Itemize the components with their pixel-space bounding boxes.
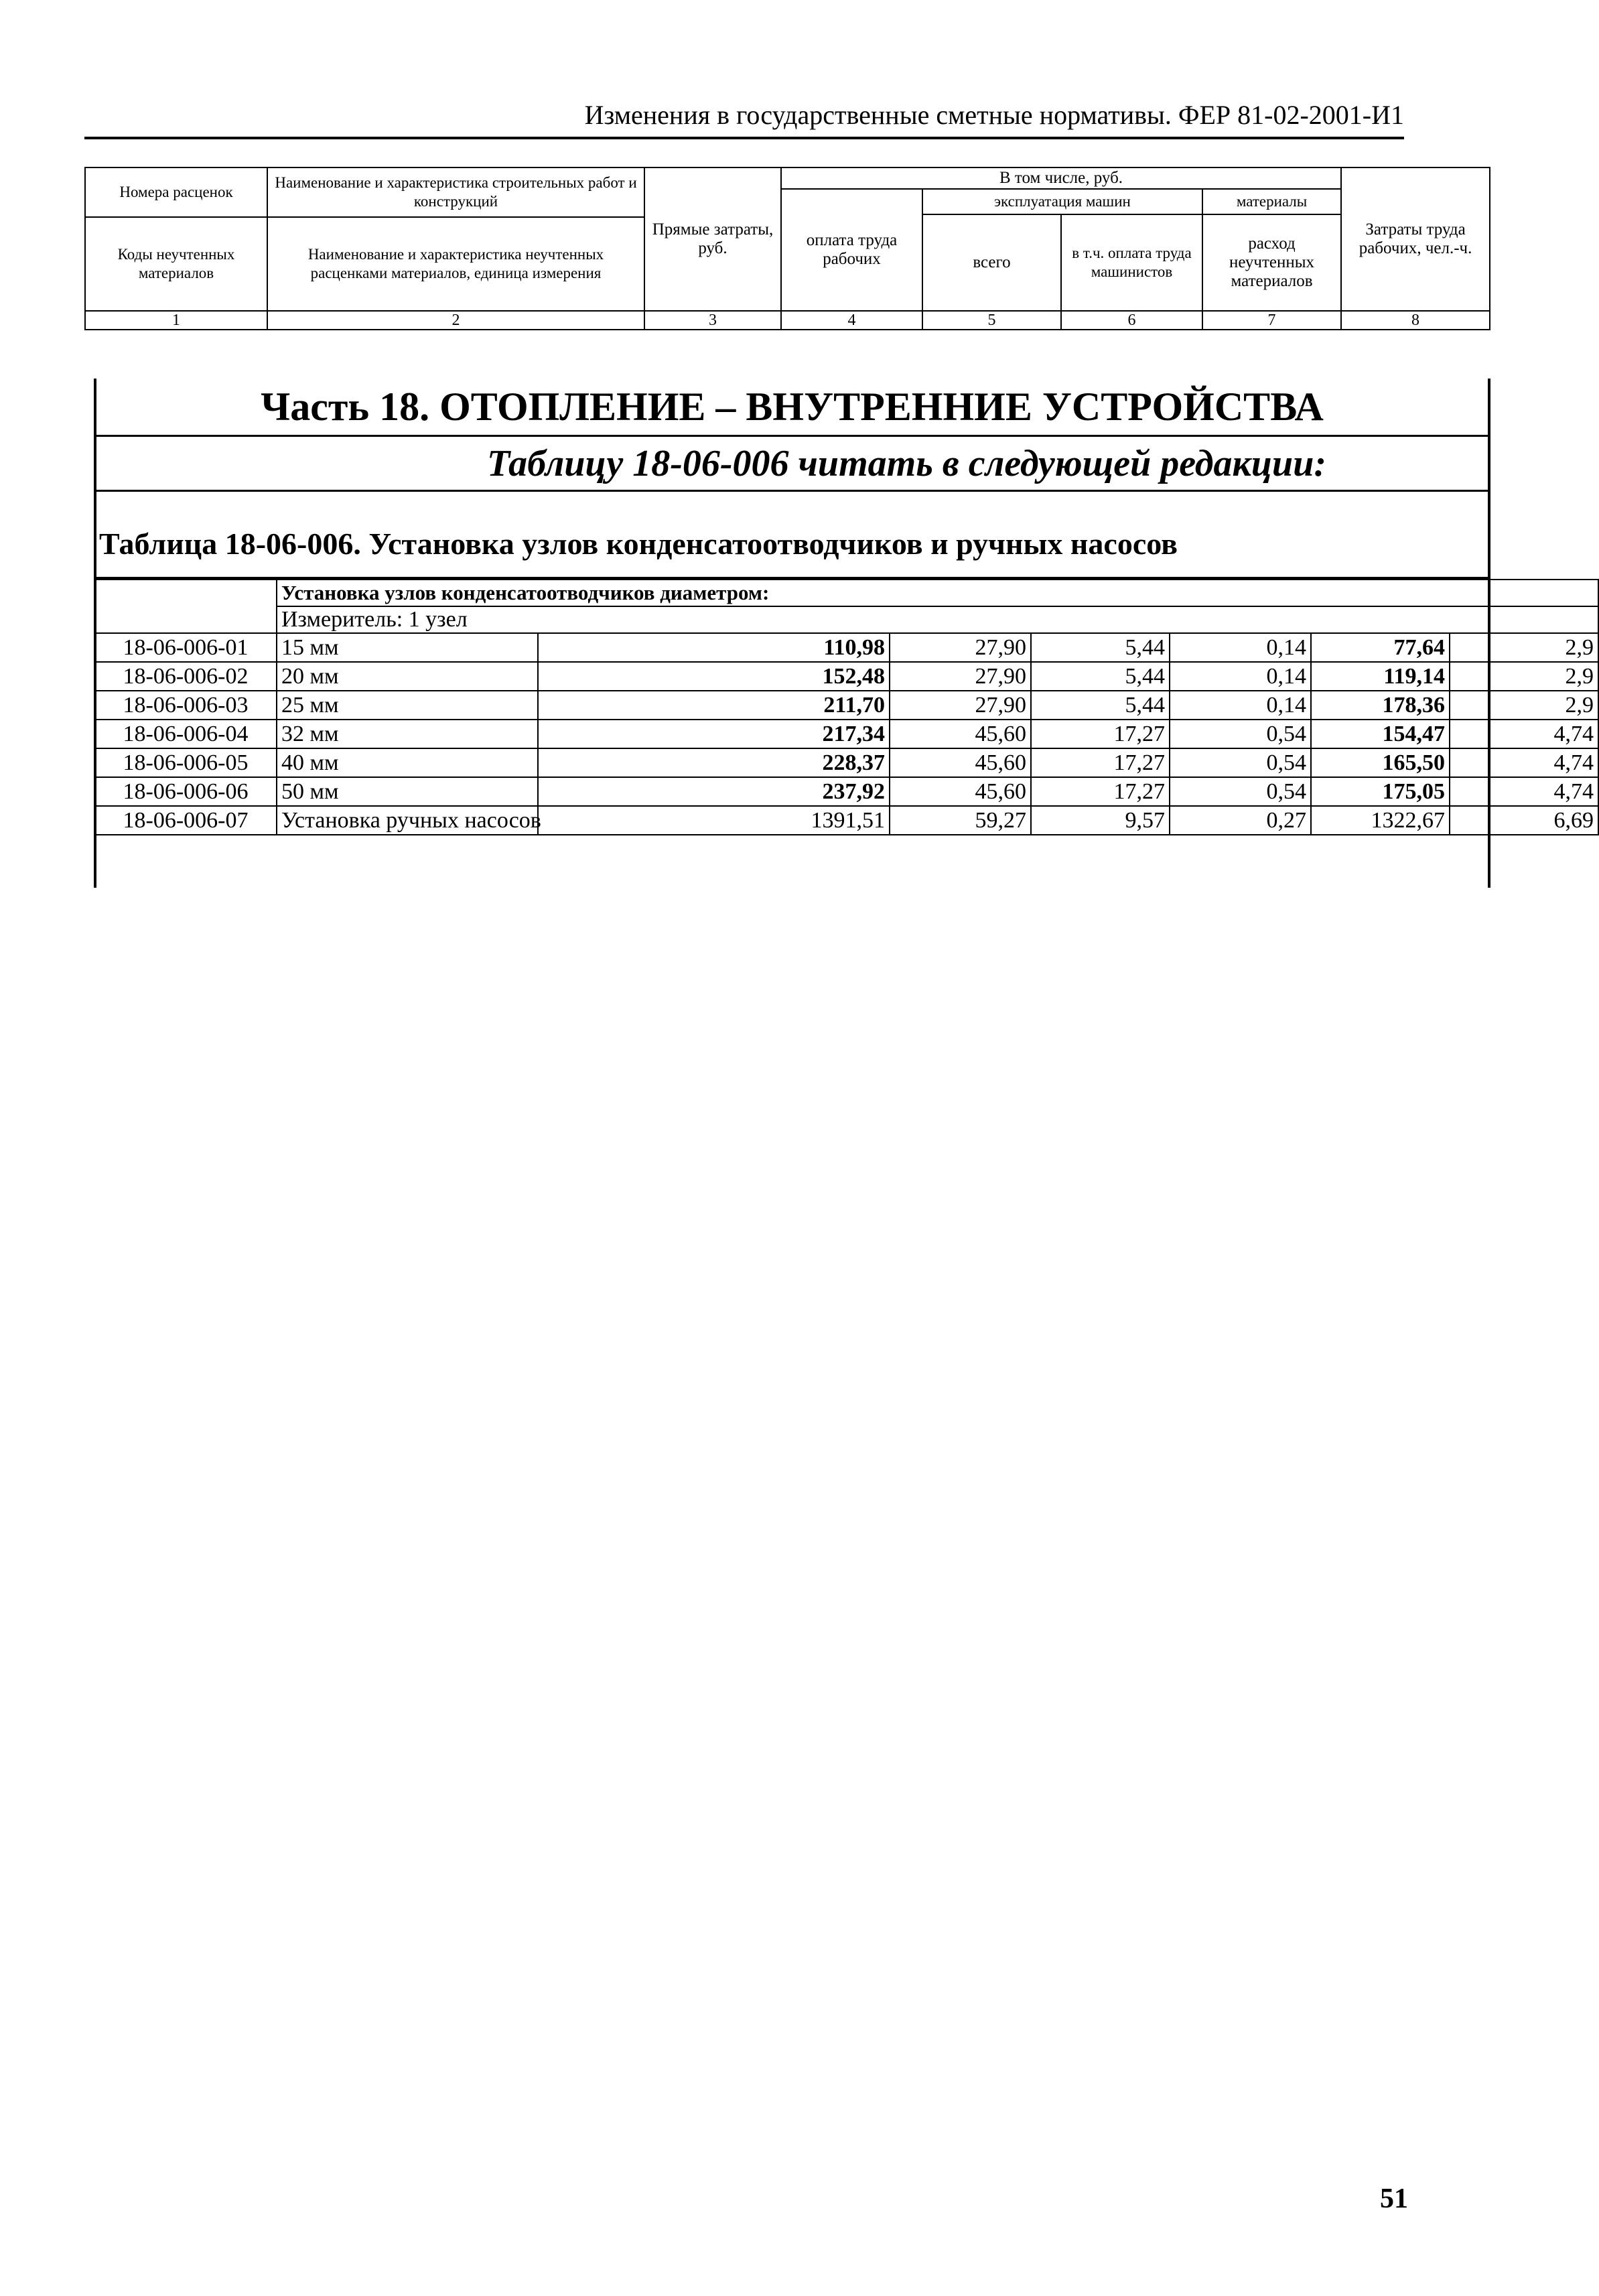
direct-costs: 152,48 xyxy=(538,662,890,691)
labor-hours: 2,9 xyxy=(1450,691,1598,720)
edit-instruction: Таблицу 18-06-006 читать в следующей редакции: xyxy=(94,437,1490,492)
direct-costs: 1391,51 xyxy=(538,806,890,835)
header-materials-group: материалы xyxy=(1202,189,1341,214)
column-number: 3 xyxy=(644,311,781,330)
direct-costs: 237,92 xyxy=(538,777,890,806)
machines-total: 17,27 xyxy=(1031,748,1170,777)
worker-wages: 27,90 xyxy=(890,633,1031,662)
materials-cost: 119,14 xyxy=(1311,662,1450,691)
labor-hours: 4,74 xyxy=(1450,777,1598,806)
rate-code: 18-06-006-03 xyxy=(94,691,277,720)
labor-hours: 4,74 xyxy=(1450,720,1598,748)
table-row xyxy=(94,720,1598,748)
materials-cost: 1322,67 xyxy=(1311,806,1450,835)
rates-table xyxy=(94,579,1599,835)
page-number: 51 xyxy=(1380,2183,1408,2214)
header-name-bottom: Наименование и характеристика неучтенных расценками материалов, единица измерения xyxy=(267,217,644,311)
worker-wages: 45,60 xyxy=(890,777,1031,806)
direct-costs: 217,34 xyxy=(538,720,890,748)
column-number: 7 xyxy=(1202,311,1341,330)
labor-hours: 4,74 xyxy=(1450,748,1598,777)
worker-wages: 27,90 xyxy=(890,662,1031,691)
header-unaccounted-materials: расход неучтенных материалов xyxy=(1202,214,1341,311)
table-row xyxy=(94,662,1598,691)
materials-cost: 175,05 xyxy=(1311,777,1450,806)
operator-wages: 0,54 xyxy=(1170,777,1311,806)
header-operator-wages: в т.ч. оплата труда машинистов xyxy=(1061,214,1202,311)
column-number: 6 xyxy=(1061,311,1202,330)
machines-total: 9,57 xyxy=(1031,806,1170,835)
part-title: Часть 18. ОТОПЛЕНИЕ – ВНУТРЕННИЕ УСТРОЙСТВА xyxy=(94,379,1490,437)
operator-wages: 0,54 xyxy=(1170,720,1311,748)
column-number: 8 xyxy=(1341,311,1490,330)
column-header-table xyxy=(84,167,1490,330)
rate-name: 40 мм xyxy=(277,748,538,777)
rate-code: 18-06-006-06 xyxy=(94,777,277,806)
machines-total: 5,44 xyxy=(1031,662,1170,691)
running-header: Изменения в государственные сметные нормативы. ФЕР 81-02-2001-И1 xyxy=(84,99,1404,139)
header-direct-costs: Прямые затраты, руб. xyxy=(644,167,781,311)
labor-hours: 2,9 xyxy=(1450,633,1598,662)
operator-wages: 0,14 xyxy=(1170,633,1311,662)
machines-total: 17,27 xyxy=(1031,720,1170,748)
table-row xyxy=(94,806,1598,835)
header-code-bottom: Коды неучтенных материалов xyxy=(85,217,267,311)
operator-wages: 0,54 xyxy=(1170,748,1311,777)
worker-wages: 27,90 xyxy=(890,691,1031,720)
rate-name: Установка ручных насосов xyxy=(277,806,538,835)
group-heading: Установка узлов конденсатоотводчиков диаметром: xyxy=(277,580,1598,606)
rate-code: 18-06-006-05 xyxy=(94,748,277,777)
materials-cost: 178,36 xyxy=(1311,691,1450,720)
operator-wages: 0,14 xyxy=(1170,662,1311,691)
worker-wages: 59,27 xyxy=(890,806,1031,835)
machines-total: 17,27 xyxy=(1031,777,1170,806)
labor-hours: 2,9 xyxy=(1450,662,1598,691)
header-labor-hours: Затраты труда рабочих, чел.-ч. xyxy=(1341,167,1490,311)
column-number: 4 xyxy=(781,311,922,330)
rate-code: 18-06-006-01 xyxy=(94,633,277,662)
column-number: 1 xyxy=(85,311,267,330)
direct-costs: 110,98 xyxy=(538,633,890,662)
worker-wages: 45,60 xyxy=(890,748,1031,777)
rate-code: 18-06-006-04 xyxy=(94,720,277,748)
table-row xyxy=(94,633,1598,662)
rate-name: 25 мм xyxy=(277,691,538,720)
machines-total: 5,44 xyxy=(1031,691,1170,720)
header-code-top: Номера расценок xyxy=(85,167,267,217)
operator-wages: 0,27 xyxy=(1170,806,1311,835)
rate-code: 18-06-006-07 xyxy=(94,806,277,835)
measure-unit: Измеритель: 1 узел xyxy=(277,606,1598,633)
worker-wages: 45,60 xyxy=(890,720,1031,748)
table-row xyxy=(94,748,1598,777)
header-name-top: Наименование и характеристика строительных работ и конструкций xyxy=(267,167,644,217)
materials-cost: 154,47 xyxy=(1311,720,1450,748)
operator-wages: 0,14 xyxy=(1170,691,1311,720)
materials-cost: 165,50 xyxy=(1311,748,1450,777)
rate-name: 32 мм xyxy=(277,720,538,748)
rate-code: 18-06-006-02 xyxy=(94,662,277,691)
header-machines-group: эксплуатация машин xyxy=(922,189,1202,214)
materials-cost: 77,64 xyxy=(1311,633,1450,662)
machines-total: 5,44 xyxy=(1031,633,1170,662)
header-including: В том числе, руб. xyxy=(781,167,1341,189)
column-number: 2 xyxy=(267,311,644,330)
rate-name: 50 мм xyxy=(277,777,538,806)
header-machines-total: всего xyxy=(922,214,1061,311)
direct-costs: 211,70 xyxy=(538,691,890,720)
table-row xyxy=(94,691,1598,720)
table-row xyxy=(94,777,1598,806)
column-number: 5 xyxy=(922,311,1061,330)
direct-costs: 228,37 xyxy=(538,748,890,777)
labor-hours: 6,69 xyxy=(1450,806,1598,835)
header-worker-wages: оплата труда рабочих xyxy=(781,189,922,311)
table-title: Таблица 18-06-006. Установка узлов конденсатоотводчиков и ручных насосов xyxy=(94,492,1490,579)
rate-name: 20 мм xyxy=(277,662,538,691)
rate-name: 15 мм xyxy=(277,633,538,662)
